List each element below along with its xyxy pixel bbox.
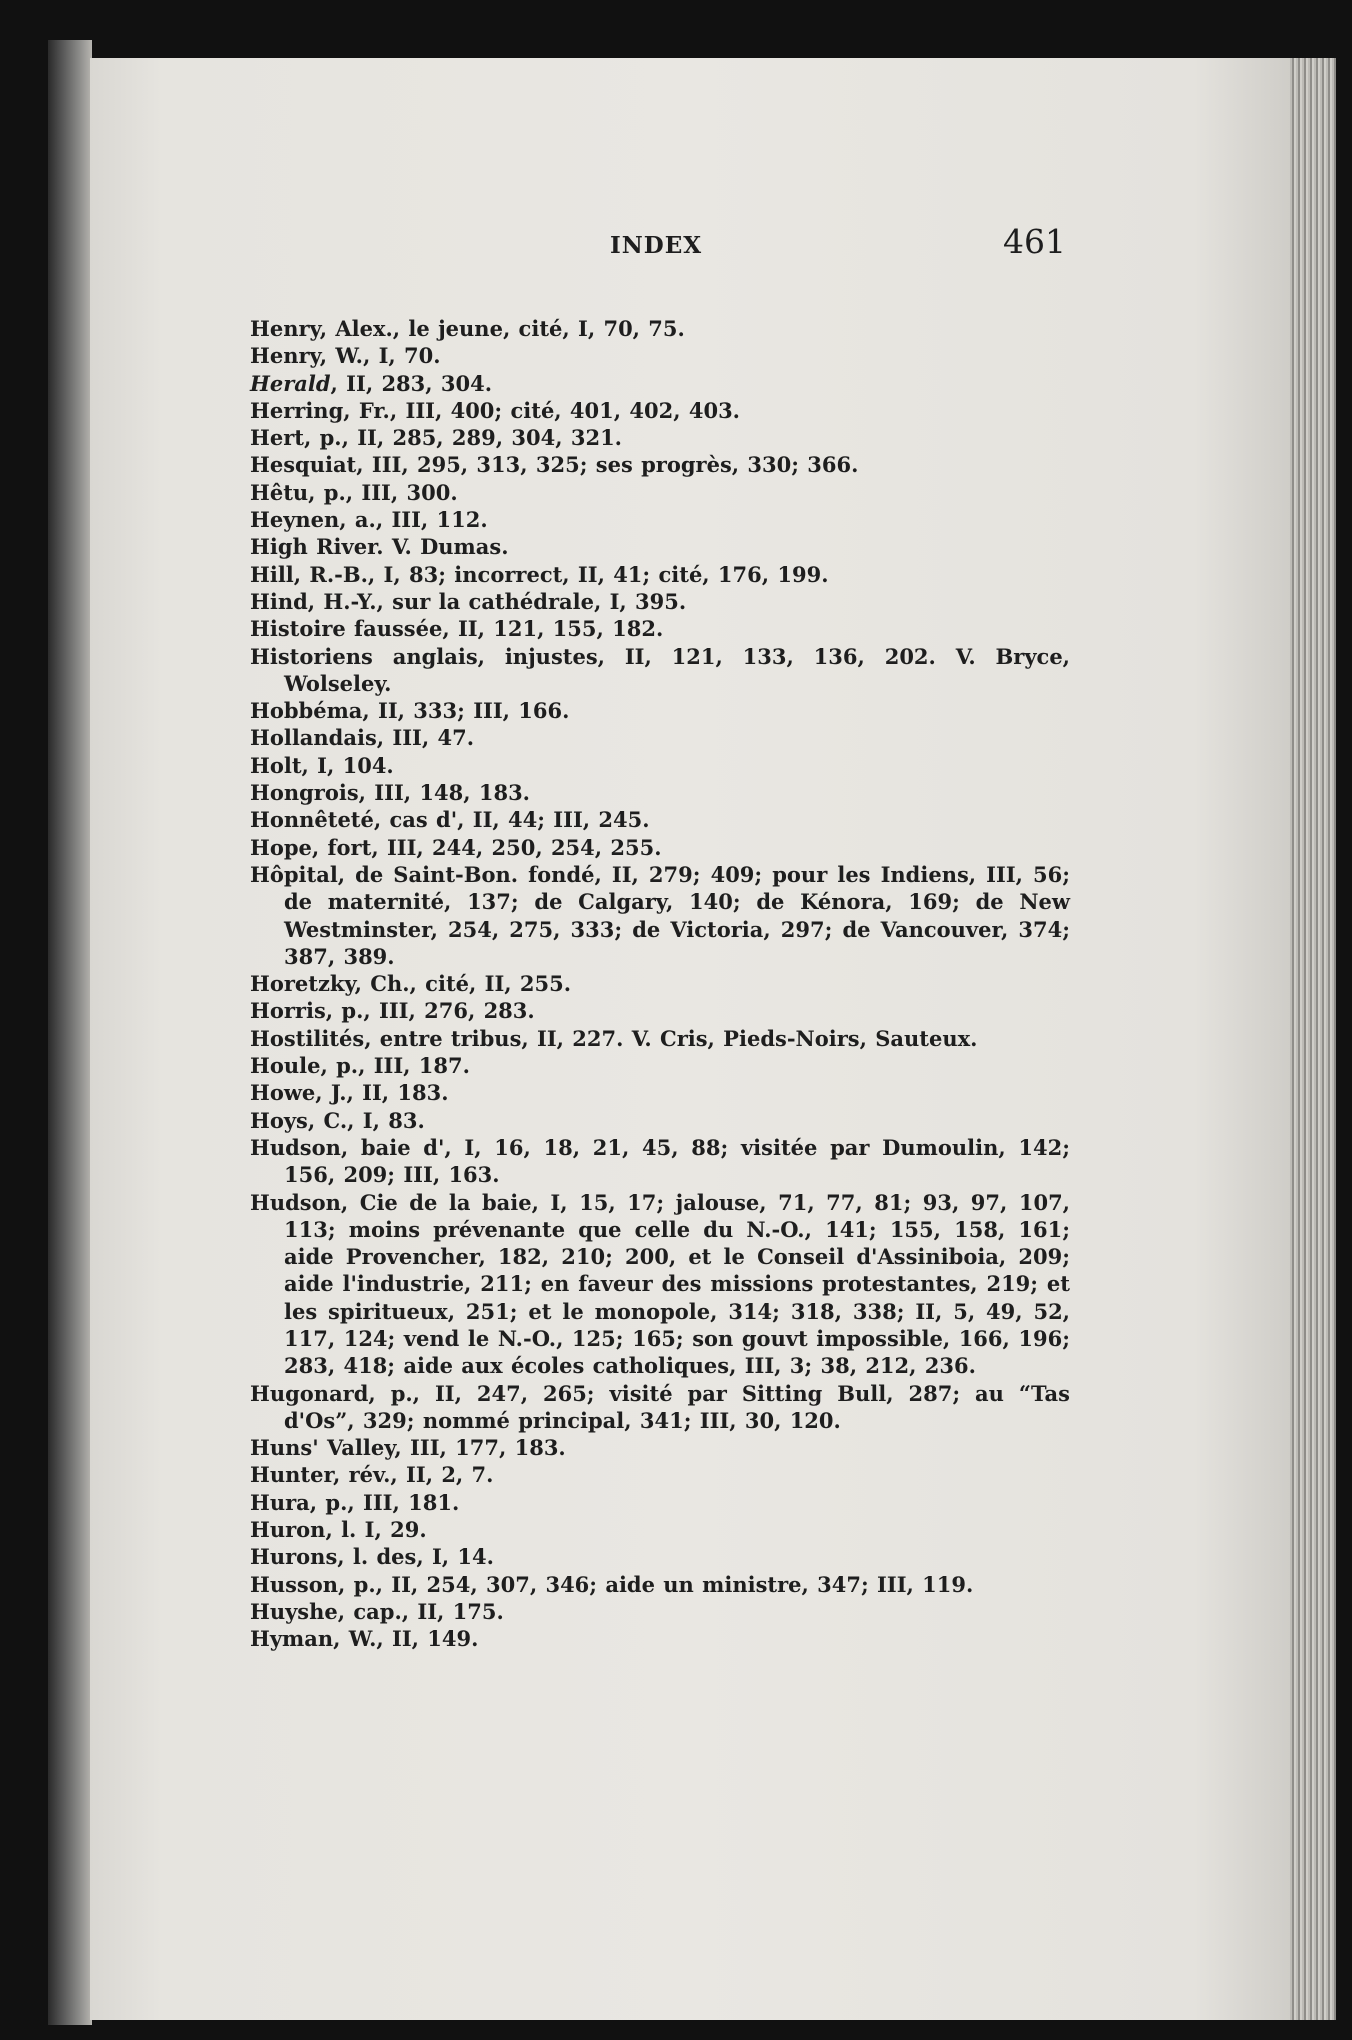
index-entry	[250, 997, 1070, 1024]
index-entry-text: Howe, J., II, 183.	[250, 1080, 449, 1106]
index-entry-text: Hunter, rév., II, 2, 7.	[250, 1462, 494, 1488]
index-entry-text: Houle, p., III, 187.	[250, 1053, 470, 1079]
index-entry	[250, 834, 1070, 861]
index-entry-text: Hope, fort, III, 244, 250, 254, 255.	[250, 834, 662, 860]
index-entry	[250, 806, 1070, 833]
index-entry	[250, 1025, 1070, 1052]
index-entry-text: Hôpital, de Saint-Bon. fondé, II, 279; 409; pour les Indiens, III, 56; de maternité, 137; de Calgary, 140; de Kénora, 169; de New Westminster, 254, 275, 333; de Victoria, 297; de Vancouver, 374; 387, 389.	[250, 861, 1070, 969]
index-entry	[250, 861, 1070, 970]
index-entry	[250, 724, 1070, 751]
index-entry	[250, 451, 1070, 478]
index-entry	[250, 506, 1070, 533]
index-entry-text: Horris, p., III, 276, 283.	[250, 998, 535, 1024]
index-entry	[250, 1516, 1070, 1543]
index-entry-text: Hobbéma, II, 333; III, 166.	[250, 698, 570, 724]
index-entry	[250, 697, 1070, 724]
index-entry-text: Honnêteté, cas d', II, 44; III, 245.	[250, 807, 650, 833]
index-entry-text: Holt, I, 104.	[250, 752, 394, 778]
index-entry-text: Histoire faussée, II, 121, 155, 182.	[250, 616, 664, 642]
index-entry	[250, 315, 1070, 342]
index-entry	[250, 1107, 1070, 1134]
index-entry-text: Hura, p., III, 181.	[250, 1489, 460, 1515]
index-entry	[250, 970, 1070, 997]
index-entry-text: Huns' Valley, III, 177, 183.	[250, 1435, 566, 1461]
index-entry-text: Husson, p., II, 254, 307, 346; aide un ministre, 347; III, 119.	[250, 1571, 974, 1597]
index-entry-text: Hind, H.-Y., sur la cathédrale, I, 395.	[250, 588, 687, 614]
index-entry-text: Hesquiat, III, 295, 313, 325; ses progrès, 330; 366.	[250, 452, 859, 478]
index-entry	[250, 1134, 1070, 1189]
index-entry	[250, 615, 1070, 642]
index-entry-text: Hurons, l. des, I, 14.	[250, 1544, 494, 1570]
index-entry-text: Hugonard, p., II, 247, 265; visité par Sitting Bull, 287; au “Tas d'Os”, 329; nommé principal, 341; III, 30, 120.	[250, 1380, 1070, 1433]
index-entry	[250, 397, 1070, 424]
index-entry	[250, 1434, 1070, 1461]
index-entry-text: Henry, W., I, 70.	[250, 343, 441, 369]
book-binding	[48, 40, 92, 2025]
page-number: 461	[1003, 222, 1066, 261]
index-entry-text: Hudson, baie d', I, 16, 18, 21, 45, 88; visitée par Dumoulin, 142; 156, 209; III, 163.	[250, 1134, 1070, 1188]
page-edges	[1290, 58, 1336, 2020]
index-entry	[250, 533, 1070, 560]
index-entry-text: Henry, Alex., le jeune, cité, I, 70, 75.	[250, 316, 685, 341]
index-list	[250, 315, 1070, 1653]
index-entry-text: Hongrois, III, 148, 183.	[250, 780, 530, 806]
index-entry	[250, 479, 1070, 506]
index-entry-text: Hêtu, p., III, 300.	[250, 479, 458, 505]
index-entry-text: Hudson, Cie de la baie, I, 15, 17; jalouse, 71, 77, 81; 93, 97, 107, 113; moins prévenante que celle du N.-O., 141; 155, 158, 161; aide Provencher, 182, 210; 200, et le Conseil d'Assiniboia, 209; aide l'industrie, 211; en faveur des missions protestantes, 219; et les spiritueux, 251; et le monopole, 314; 318, 338; II, 5, 49, 52, 117, 124; vend le N.-O., 125; 165; son gouvt impossible, 166, 196; 283, 418; aide aux écoles catholiques, III, 3; 38, 212, 236.	[250, 1189, 1070, 1379]
index-entry	[250, 1489, 1070, 1516]
index-entry-text: Hyman, W., II, 149.	[250, 1626, 479, 1652]
index-entry-head: Herald	[250, 370, 331, 396]
index-entry	[250, 1079, 1070, 1106]
index-entry	[250, 779, 1070, 806]
index-entry-text: Hostilités, entre tribus, II, 227. V. Cris, Pieds-Noirs, Sauteux.	[250, 1025, 978, 1051]
index-entry	[250, 1543, 1070, 1570]
index-entry	[250, 1571, 1070, 1598]
index-entry-text: , II, 283, 304.	[330, 370, 493, 396]
index-entry	[250, 561, 1070, 588]
index-entry	[250, 643, 1070, 698]
index-entry-text: Hert, p., II, 285, 289, 304, 321.	[250, 425, 622, 451]
index-entry-text: Hoys, C., I, 83.	[250, 1107, 425, 1133]
index-entry-text: Hollandais, III, 47.	[250, 725, 475, 751]
index-entry	[250, 342, 1070, 369]
index-entry	[250, 1625, 1070, 1652]
index-entry-text: Historiens anglais, injustes, II, 121, 133, 136, 202. V. Bryce, Wolseley.	[250, 643, 1070, 696]
index-entry	[250, 1461, 1070, 1488]
index-entry	[250, 424, 1070, 451]
index-entry	[250, 370, 1070, 397]
index-entry-text: Horetzky, Ch., cité, II, 255.	[250, 971, 572, 997]
index-entry-text: Heynen, a., III, 112.	[250, 507, 488, 533]
index-entry	[250, 1598, 1070, 1625]
index-entry	[250, 1052, 1070, 1079]
index-entry	[250, 1189, 1070, 1380]
index-entry-text: High River. V. Dumas.	[250, 534, 509, 560]
index-entry	[250, 752, 1070, 779]
index-entry-text: Huron, l. I, 29.	[250, 1517, 427, 1543]
index-entry-text: Huyshe, cap., II, 175.	[250, 1598, 504, 1624]
index-entry-text: Herring, Fr., III, 400; cité, 401, 402, 403.	[250, 397, 740, 423]
index-entry	[250, 588, 1070, 615]
running-head: INDEX	[610, 232, 703, 259]
index-entry-text: Hill, R.-B., I, 83; incorrect, II, 41; cité, 176, 199.	[250, 561, 829, 587]
index-entry	[250, 1380, 1070, 1435]
